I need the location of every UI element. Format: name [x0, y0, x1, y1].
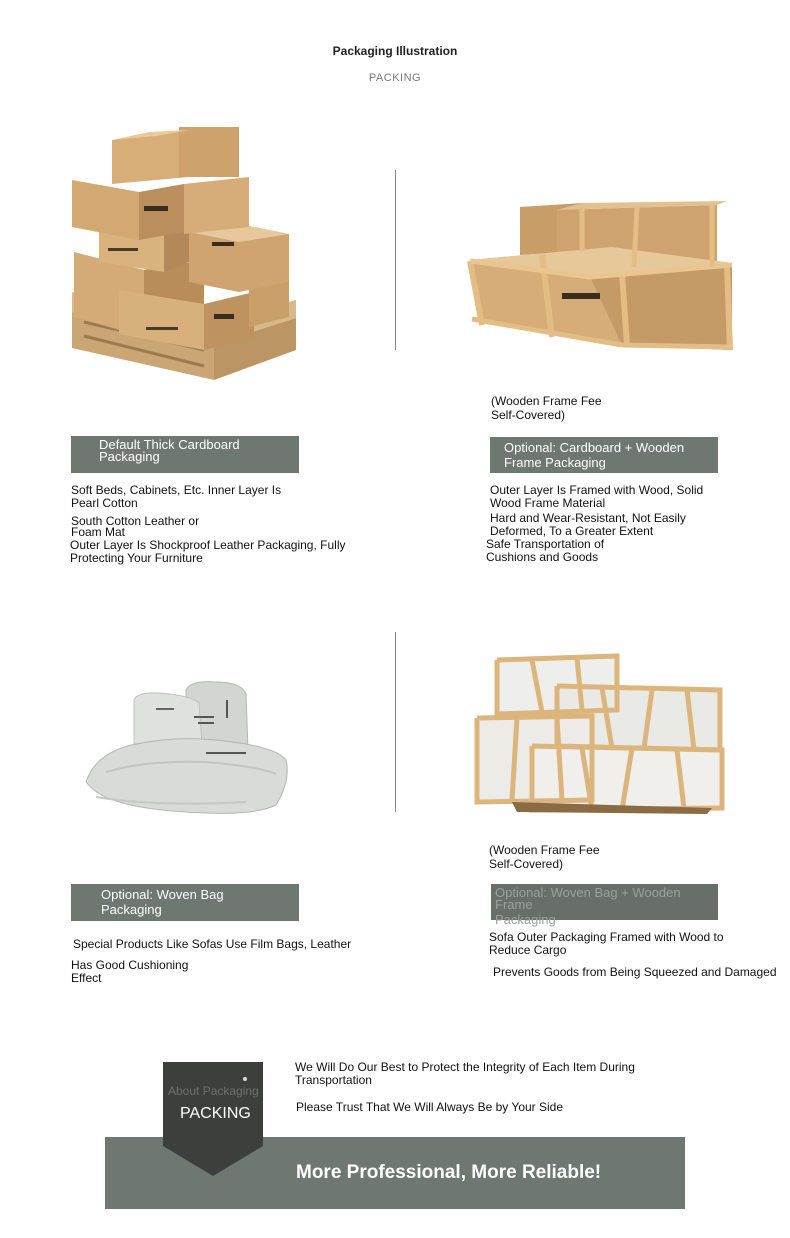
section-label-cardboard-wood — [490, 437, 718, 473]
page-subtitle: PACKING — [368, 72, 422, 84]
column-divider — [395, 170, 396, 350]
section-description-line: Hard and Wear-Resistant, Not Easily — [490, 511, 686, 525]
section-description-line: Reduce Cargo — [489, 943, 567, 957]
woven-bag-packages-image — [76, 672, 296, 828]
footer-slogan: More Professional, More Reliable! — [296, 1162, 602, 1183]
promise-line: Transportation — [295, 1073, 372, 1087]
section-description-line: Special Products Like Sofas Use Film Bags, Leather — [73, 937, 352, 951]
label-line: Frame Packaging — [504, 455, 606, 470]
cardboard-boxes-on-pallet-image — [64, 122, 304, 390]
section-description-line: Wood Frame Material — [490, 496, 606, 510]
section-description-line: Effect — [71, 971, 102, 985]
section-description-line: South Cotton Leather or — [71, 514, 200, 528]
section-description-line: Cushions and Goods — [486, 550, 599, 564]
wooden-frame-fee-note: Self-Covered) — [489, 857, 564, 871]
label-line: Packaging — [495, 912, 556, 927]
promise-line: We Will Do Our Best to Protect the Integrity of Each Item During — [295, 1060, 635, 1074]
cardboard-wooden-crate-image — [462, 195, 742, 360]
wooden-frame-fee-note: (Wooden Frame Fee — [489, 843, 600, 857]
section-description-line: Pearl Cotton — [71, 496, 138, 510]
section-description-line: Outer Layer Is Framed with Wood, Solid — [490, 483, 704, 497]
section-description-line: Prevents Goods from Being Squeezed and Damaged — [493, 965, 777, 979]
label-line: Optional: Woven Bag + Wooden Frame — [495, 885, 681, 912]
badge-caption: About Packaging — [168, 1084, 259, 1098]
section-label-cardboard — [71, 436, 299, 473]
section-description-line: Soft Beds, Cabinets, Etc. Inner Layer Is — [71, 483, 282, 497]
section-description-line: Outer Layer Is Shockproof Leather Packaging, Fully — [70, 538, 346, 552]
section-description-line: Sofa Outer Packaging Framed with Wood to — [489, 930, 724, 944]
section-description-line: Deformed, To a Greater Extent — [490, 524, 654, 538]
badge-title: PACKING — [180, 1105, 251, 1122]
section-description-line: Has Good Cushioning — [71, 958, 189, 972]
column-divider — [395, 632, 396, 812]
section-description-line: Protecting Your Furniture — [70, 551, 203, 565]
section-label-woven-bag — [71, 884, 299, 921]
label-line: Optional: Cardboard + Wooden — [504, 440, 685, 455]
label-line: Packaging — [99, 449, 160, 464]
label-line: Packaging — [101, 902, 162, 917]
wooden-frame-fee-note: (Wooden Frame Fee — [491, 394, 602, 408]
page-title: Packaging Illustration — [332, 44, 458, 58]
label-line: Default Thick Cardboard — [99, 437, 240, 452]
section-description-line: Safe Transportation of — [486, 537, 605, 551]
woven-bag-wooden-frame-image — [472, 650, 734, 815]
section-label-woven-bag-wood — [491, 884, 718, 927]
section-description-line: Foam Mat — [71, 525, 126, 539]
wooden-frame-fee-note: Self-Covered) — [491, 408, 566, 422]
label-line: Optional: Woven Bag — [101, 887, 224, 902]
promise-line: Please Trust That We Will Always Be by Your Side — [296, 1100, 564, 1114]
